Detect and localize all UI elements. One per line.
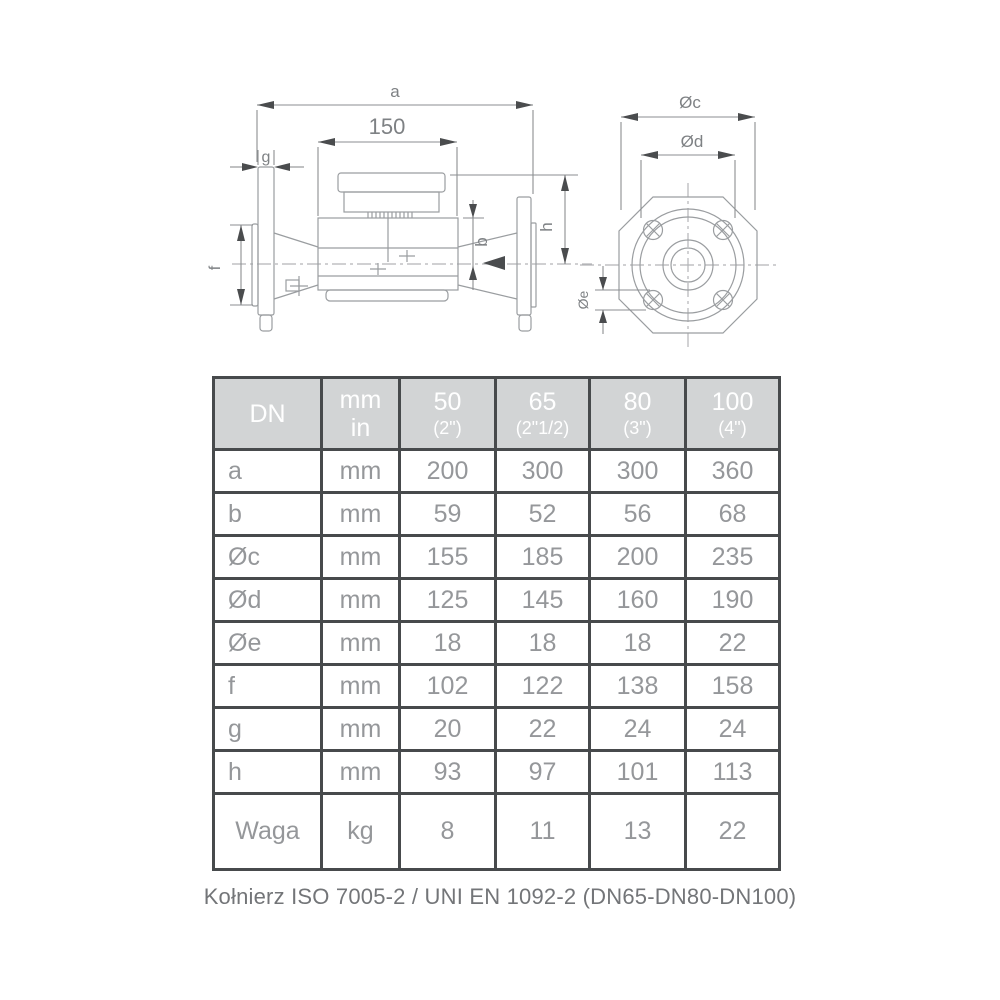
header-units (322, 378, 400, 450)
cell-value: 11 (496, 794, 590, 870)
size-dn: 65 (528, 388, 557, 417)
header-unit-mm: mm (339, 385, 382, 414)
cell-value: 158 (686, 665, 780, 708)
cell-value: 24 (686, 708, 780, 751)
row-unit: mm (322, 493, 400, 536)
row-unit: mm (322, 536, 400, 579)
cell-value: 122 (496, 665, 590, 708)
cell-value: 360 (686, 450, 780, 493)
cell-value: 160 (590, 579, 686, 622)
row-unit: mm (322, 579, 400, 622)
cell-value: 190 (686, 579, 780, 622)
cell-value: 200 (400, 450, 496, 493)
row-label: b (214, 493, 322, 536)
header-size-80 (590, 378, 686, 450)
dimension-table (212, 376, 781, 871)
cell-value: 93 (400, 751, 496, 794)
side-view-drawing (232, 167, 592, 331)
row-label: Waga (214, 794, 322, 870)
cell-value: 18 (590, 622, 686, 665)
cell-value: 22 (496, 708, 590, 751)
technical-drawing (0, 0, 1000, 372)
cell-value: 18 (400, 622, 496, 665)
seal-marks (370, 250, 415, 275)
size-dn: 50 (433, 388, 462, 417)
row-label: h (214, 751, 322, 794)
dim-label-g: g (261, 149, 271, 166)
cell-value: 52 (496, 493, 590, 536)
dim-label-od: Ød (680, 132, 704, 151)
size-dn: 80 (623, 388, 652, 417)
cell-value: 20 (400, 708, 496, 751)
cell-value: 8 (400, 794, 496, 870)
table-row-a (214, 450, 780, 493)
front-view-drawing (580, 183, 778, 348)
cell-value: 200 (590, 536, 686, 579)
size-inch: (2") (433, 418, 462, 439)
cell-value: 300 (590, 450, 686, 493)
table-header-row (214, 378, 780, 450)
row-unit: mm (322, 708, 400, 751)
size-inch: (4") (718, 418, 747, 439)
dim-label-f: f (207, 265, 224, 271)
cell-value: 24 (590, 708, 686, 751)
table-row-oe (214, 622, 780, 665)
cell-value: 97 (496, 751, 590, 794)
cell-value: 155 (400, 536, 496, 579)
row-label: Ød (214, 579, 322, 622)
row-unit: mm (322, 751, 400, 794)
row-unit: mm (322, 622, 400, 665)
table-row-oc (214, 536, 780, 579)
drain-detail (286, 276, 308, 296)
row-unit: mm (322, 450, 400, 493)
dim-label-b: b (472, 237, 491, 247)
cell-value: 59 (400, 493, 496, 536)
table-row-od (214, 579, 780, 622)
cell-value: 300 (496, 450, 590, 493)
cell-value: 18 (496, 622, 590, 665)
table-row-f (214, 665, 780, 708)
row-unit: kg (322, 794, 400, 870)
table-row-g (214, 708, 780, 751)
cell-value: 13 (590, 794, 686, 870)
table-row-b (214, 493, 780, 536)
cell-value: 125 (400, 579, 496, 622)
dim-label-oc: Øc (679, 93, 701, 112)
cell-value: 185 (496, 536, 590, 579)
row-label: g (214, 708, 322, 751)
row-label: a (214, 450, 322, 493)
size-inch: (2"1/2) (515, 418, 570, 439)
row-label: Øe (214, 622, 322, 665)
header-size-65 (496, 378, 590, 450)
header-dn-label: DN (249, 399, 286, 428)
cell-value: 101 (590, 751, 686, 794)
dim-label-h: h (537, 222, 556, 232)
dim-label-150: 150 (368, 114, 406, 139)
dim-label-oe: Øe (575, 290, 591, 310)
header-dn (214, 378, 322, 450)
header-size-100 (686, 378, 780, 450)
header-unit-in: in (350, 413, 371, 442)
flow-arrow (483, 256, 505, 270)
cell-value: 22 (686, 622, 780, 665)
cell-value: 145 (496, 579, 590, 622)
table-row-h (214, 751, 780, 794)
cell-value: 22 (686, 794, 780, 870)
cell-value: 138 (590, 665, 686, 708)
inlet-cone (274, 233, 318, 299)
row-label: f (214, 665, 322, 708)
cell-value: 56 (590, 493, 686, 536)
cell-value: 113 (686, 751, 780, 794)
left-flange (252, 167, 274, 331)
size-inch: (3") (623, 418, 652, 439)
flange-standard-caption: Kołnierz ISO 7005-2 / UNI EN 1092-2 (DN65-DN80-DN100) (203, 884, 797, 909)
dim-label-a: a (390, 82, 400, 101)
table-row-waga (214, 794, 780, 870)
row-unit: mm (322, 665, 400, 708)
header-size-50 (400, 378, 496, 450)
cell-value: 102 (400, 665, 496, 708)
size-dn: 100 (711, 388, 754, 417)
row-label: Øc (214, 536, 322, 579)
cell-value: 68 (686, 493, 780, 536)
cell-value: 235 (686, 536, 780, 579)
